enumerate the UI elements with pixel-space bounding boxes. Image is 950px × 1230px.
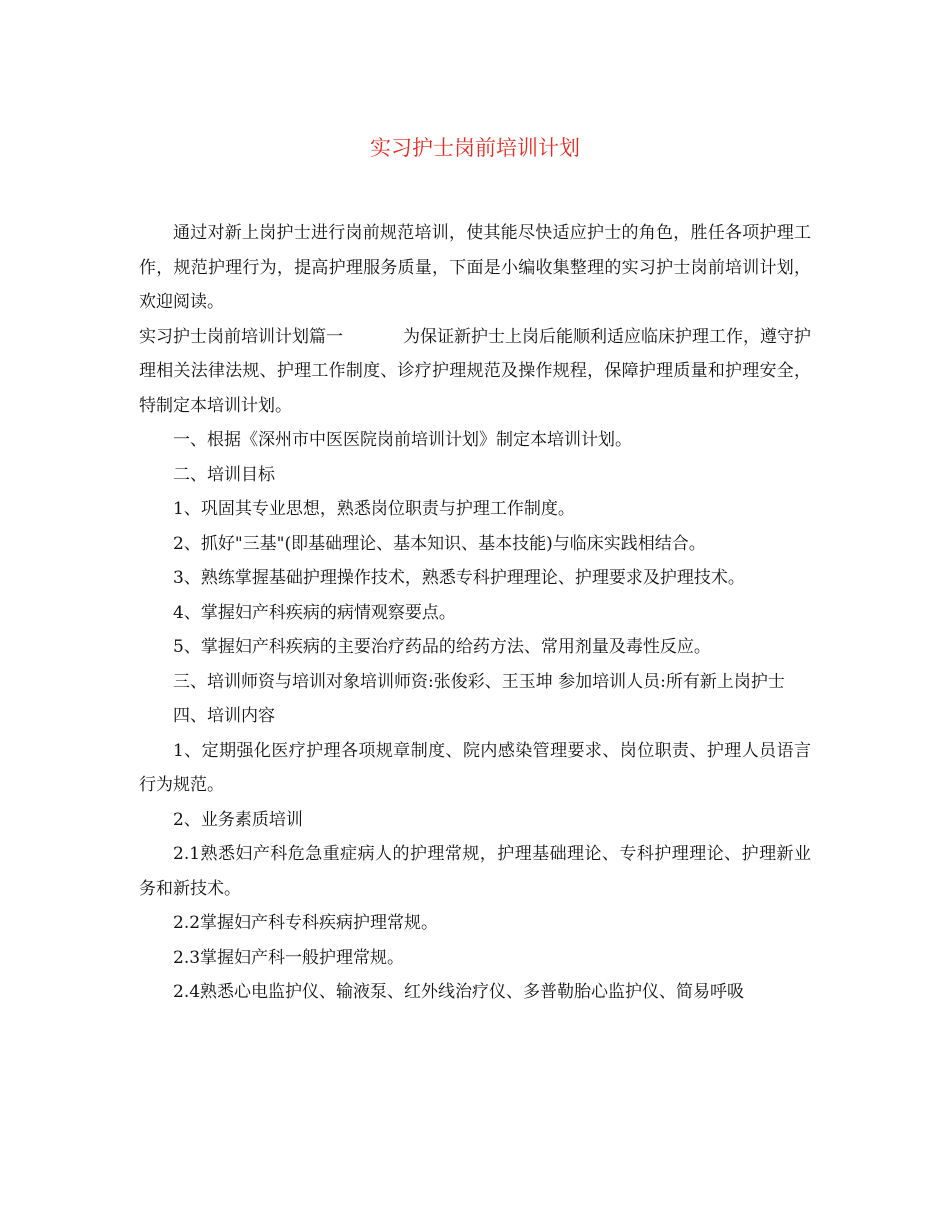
paragraph: 2.4熟悉心电监护仪、输液泵、红外线治疗仪、多普勒胎心监护仪、简易呼吸 [173, 982, 745, 1002]
paragraph: 2、抓好"三基"(即基础理论、基本知识、基本技能)与临床实践相结合。 [173, 533, 706, 554]
paragraph: 3、熟练掌握基础护理操作技术，熟悉专科护理理论、护理要求及护理技术。 [173, 568, 745, 588]
paragraph: 1、巩固其专业思想，熟悉岗位职责与护理工作制度。 [173, 499, 575, 519]
document-title: 实习护士岗前培训计划 [370, 136, 580, 160]
paragraph: 四、培训内容 [173, 706, 275, 726]
paragraph: 二、培训目标 [173, 464, 275, 485]
paragraph: 一、根据《深州市中医医院岗前培训计划》制定本培训计划。 [173, 430, 632, 450]
paragraph: 4、掌握妇产科疾病的病情观察要点。 [173, 602, 456, 623]
paragraph: 2、业务素质培训 [173, 809, 303, 830]
paragraph: 2.3掌握妇产科一般护理常规。 [173, 947, 405, 968]
paragraph: 1、定期强化医疗护理各项规章制度、院内感染管理要求、岗位职责、护理人员语言行为规范。 [139, 740, 811, 795]
paragraph: 三、培训师资与培训对象培训师资:张俊彩、王玉坤 参加培训人员:所有新上岗护士 [173, 671, 785, 692]
document-body [139, 216, 811, 1010]
paragraph: 2.2掌握妇产科专科疾病护理常规。 [173, 913, 439, 933]
section-paragraph [139, 320, 811, 424]
intro-paragraph: 通过对新上岗护士进行岗前规范培训，使其能尽快适应护士的角色，胜任各项护理工作，规范护理行为，提高护理服务质量，下面是小编收集整理的实习护士岗前培训计划，欢迎阅读。 [139, 223, 811, 312]
section-text: 为保证新护士上岗后能顺利适应临床护理工作，遵守护理相关法律法规、护理工作制度、诊疗护理规范及操作规程，保障护理质量和护理安全，特制定本培训计划。 [139, 326, 811, 416]
paragraph: 5、掌握妇产科疾病的主要治疗药品的给药方法、常用剂量及毒性反应。 [173, 637, 711, 657]
section-heading: 实习护士岗前培训计划篇一 [139, 326, 343, 347]
paragraph: 2.1熟悉妇产科危急重症病人的护理常规，护理基础理论、专科护理理论、护理新业务和新技术。 [139, 844, 811, 899]
